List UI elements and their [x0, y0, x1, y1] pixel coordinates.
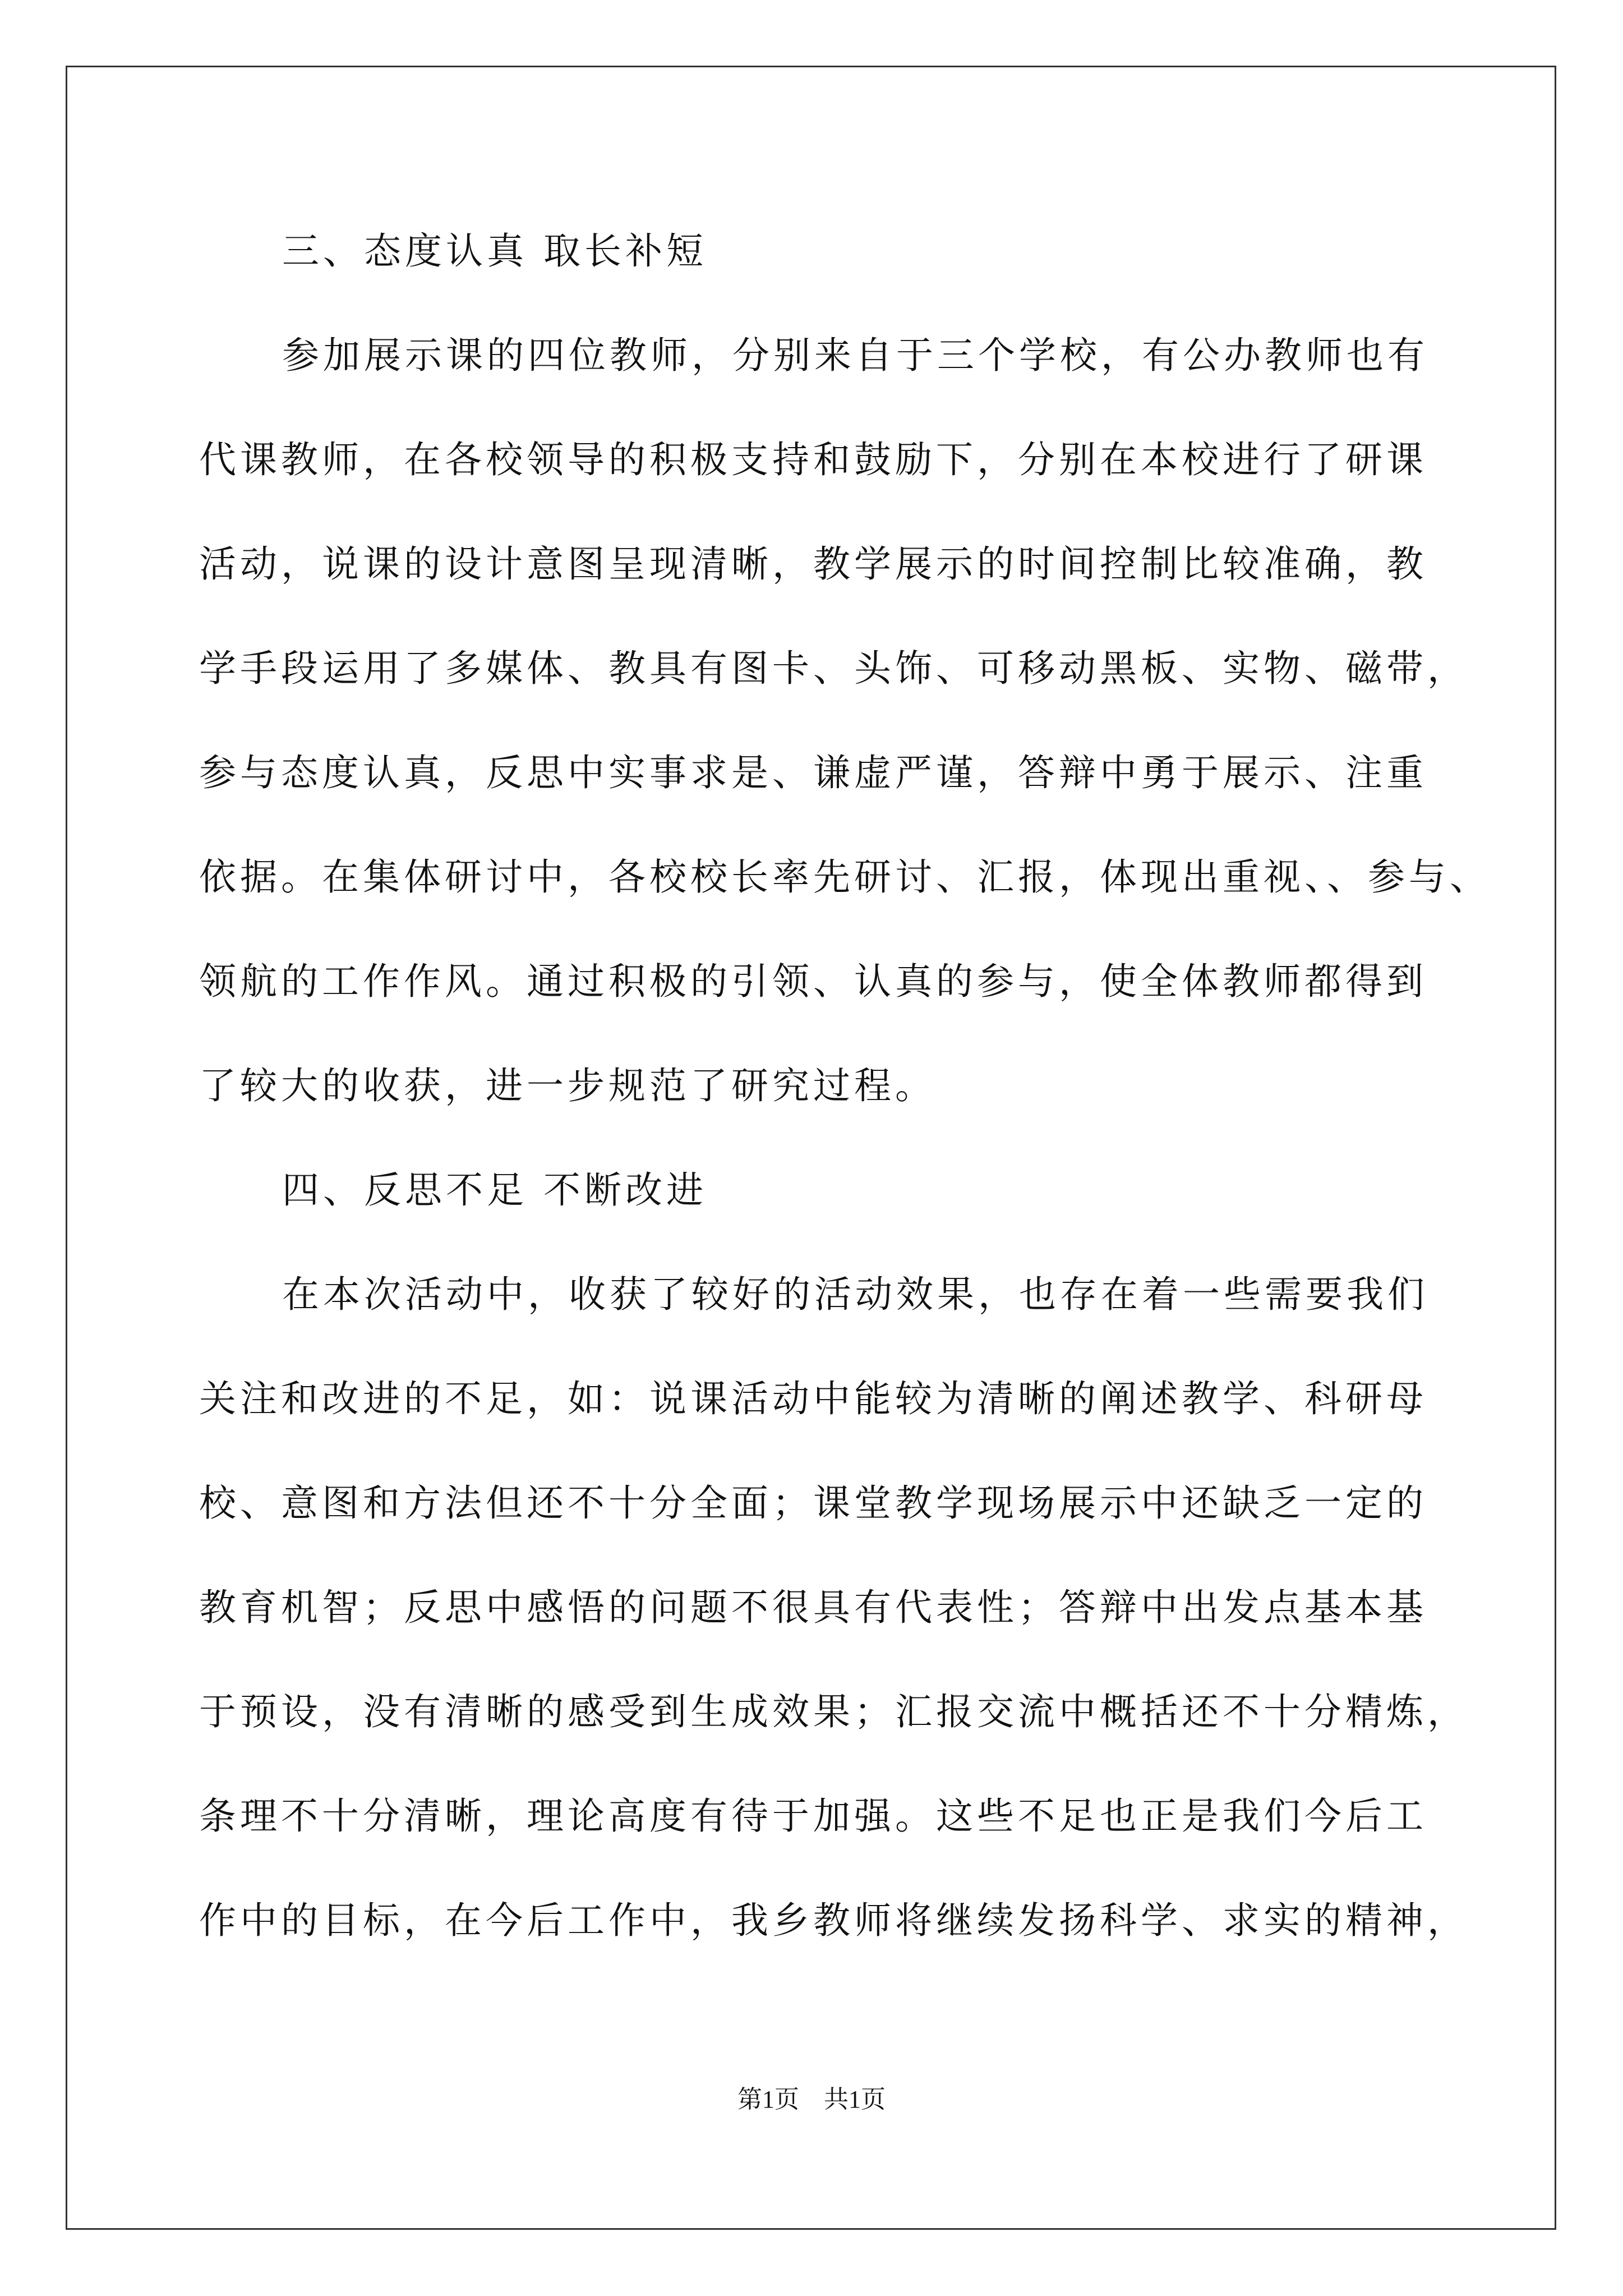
- paragraph-line: 教育机智；反思中感悟的问题不很具有代表性；答辩中出发点基本基: [199, 1586, 1427, 1629]
- paragraph-line: 依据。在集体研讨中，各校校长率先研讨、汇报，体现出重视、、参与、: [199, 855, 1491, 899]
- paragraph-line: 在本次活动中，收获了较好的活动效果，也存在着一些需要我们: [282, 1273, 1428, 1316]
- paragraph-line: 参加展示课的四位教师，分别来自于三个学校，有公办教师也有: [282, 334, 1428, 377]
- page-footer: 第1页 共1页: [737, 2086, 886, 2113]
- section-heading-4: 四、反思不足 不断改进: [282, 1168, 707, 1212]
- paragraph-line: 关注和改进的不足，如：说课活动中能较为清晰的阐述教学、科研母: [199, 1377, 1427, 1420]
- paragraph-line: 学手段运用了多媒体、教具有图卡、头饰、可移动黑板、实物、磁带，: [199, 647, 1468, 690]
- paragraph-line: 参与态度认真，反思中实事求是、谦虚严谨，答辩中勇于展示、注重: [199, 751, 1427, 794]
- paragraph-line: 作中的目标，在今后工作中，我乡教师将继续发扬科学、求实的精神，: [199, 1899, 1468, 1942]
- section-heading-3: 三、态度认真 取长补短: [282, 229, 707, 273]
- paragraph-line: 活动，说课的设计意图呈现清晰，教学展示的时间控制比较准确，教: [199, 542, 1427, 586]
- paragraph-line: 于预设，没有清晰的感受到生成效果；汇报交流中概括还不十分精炼，: [199, 1690, 1468, 1733]
- paragraph-line: 代课教师，在各校领导的积极支持和鼓励下，分别在本校进行了研课: [199, 438, 1427, 481]
- paragraph-line: 条理不十分清晰，理论高度有待于加强。这些不足也正是我们今后工: [199, 1795, 1427, 1838]
- paragraph-line: 了较大的收获，进一步规范了研究过程。: [199, 1064, 936, 1107]
- paragraph-line: 校、意图和方法但还不十分全面；课堂教学现场展示中还缺乏一定的: [199, 1481, 1427, 1525]
- paragraph-line: 领航的工作作风。通过积极的引领、认真的参与，使全体教师都得到: [199, 960, 1427, 1003]
